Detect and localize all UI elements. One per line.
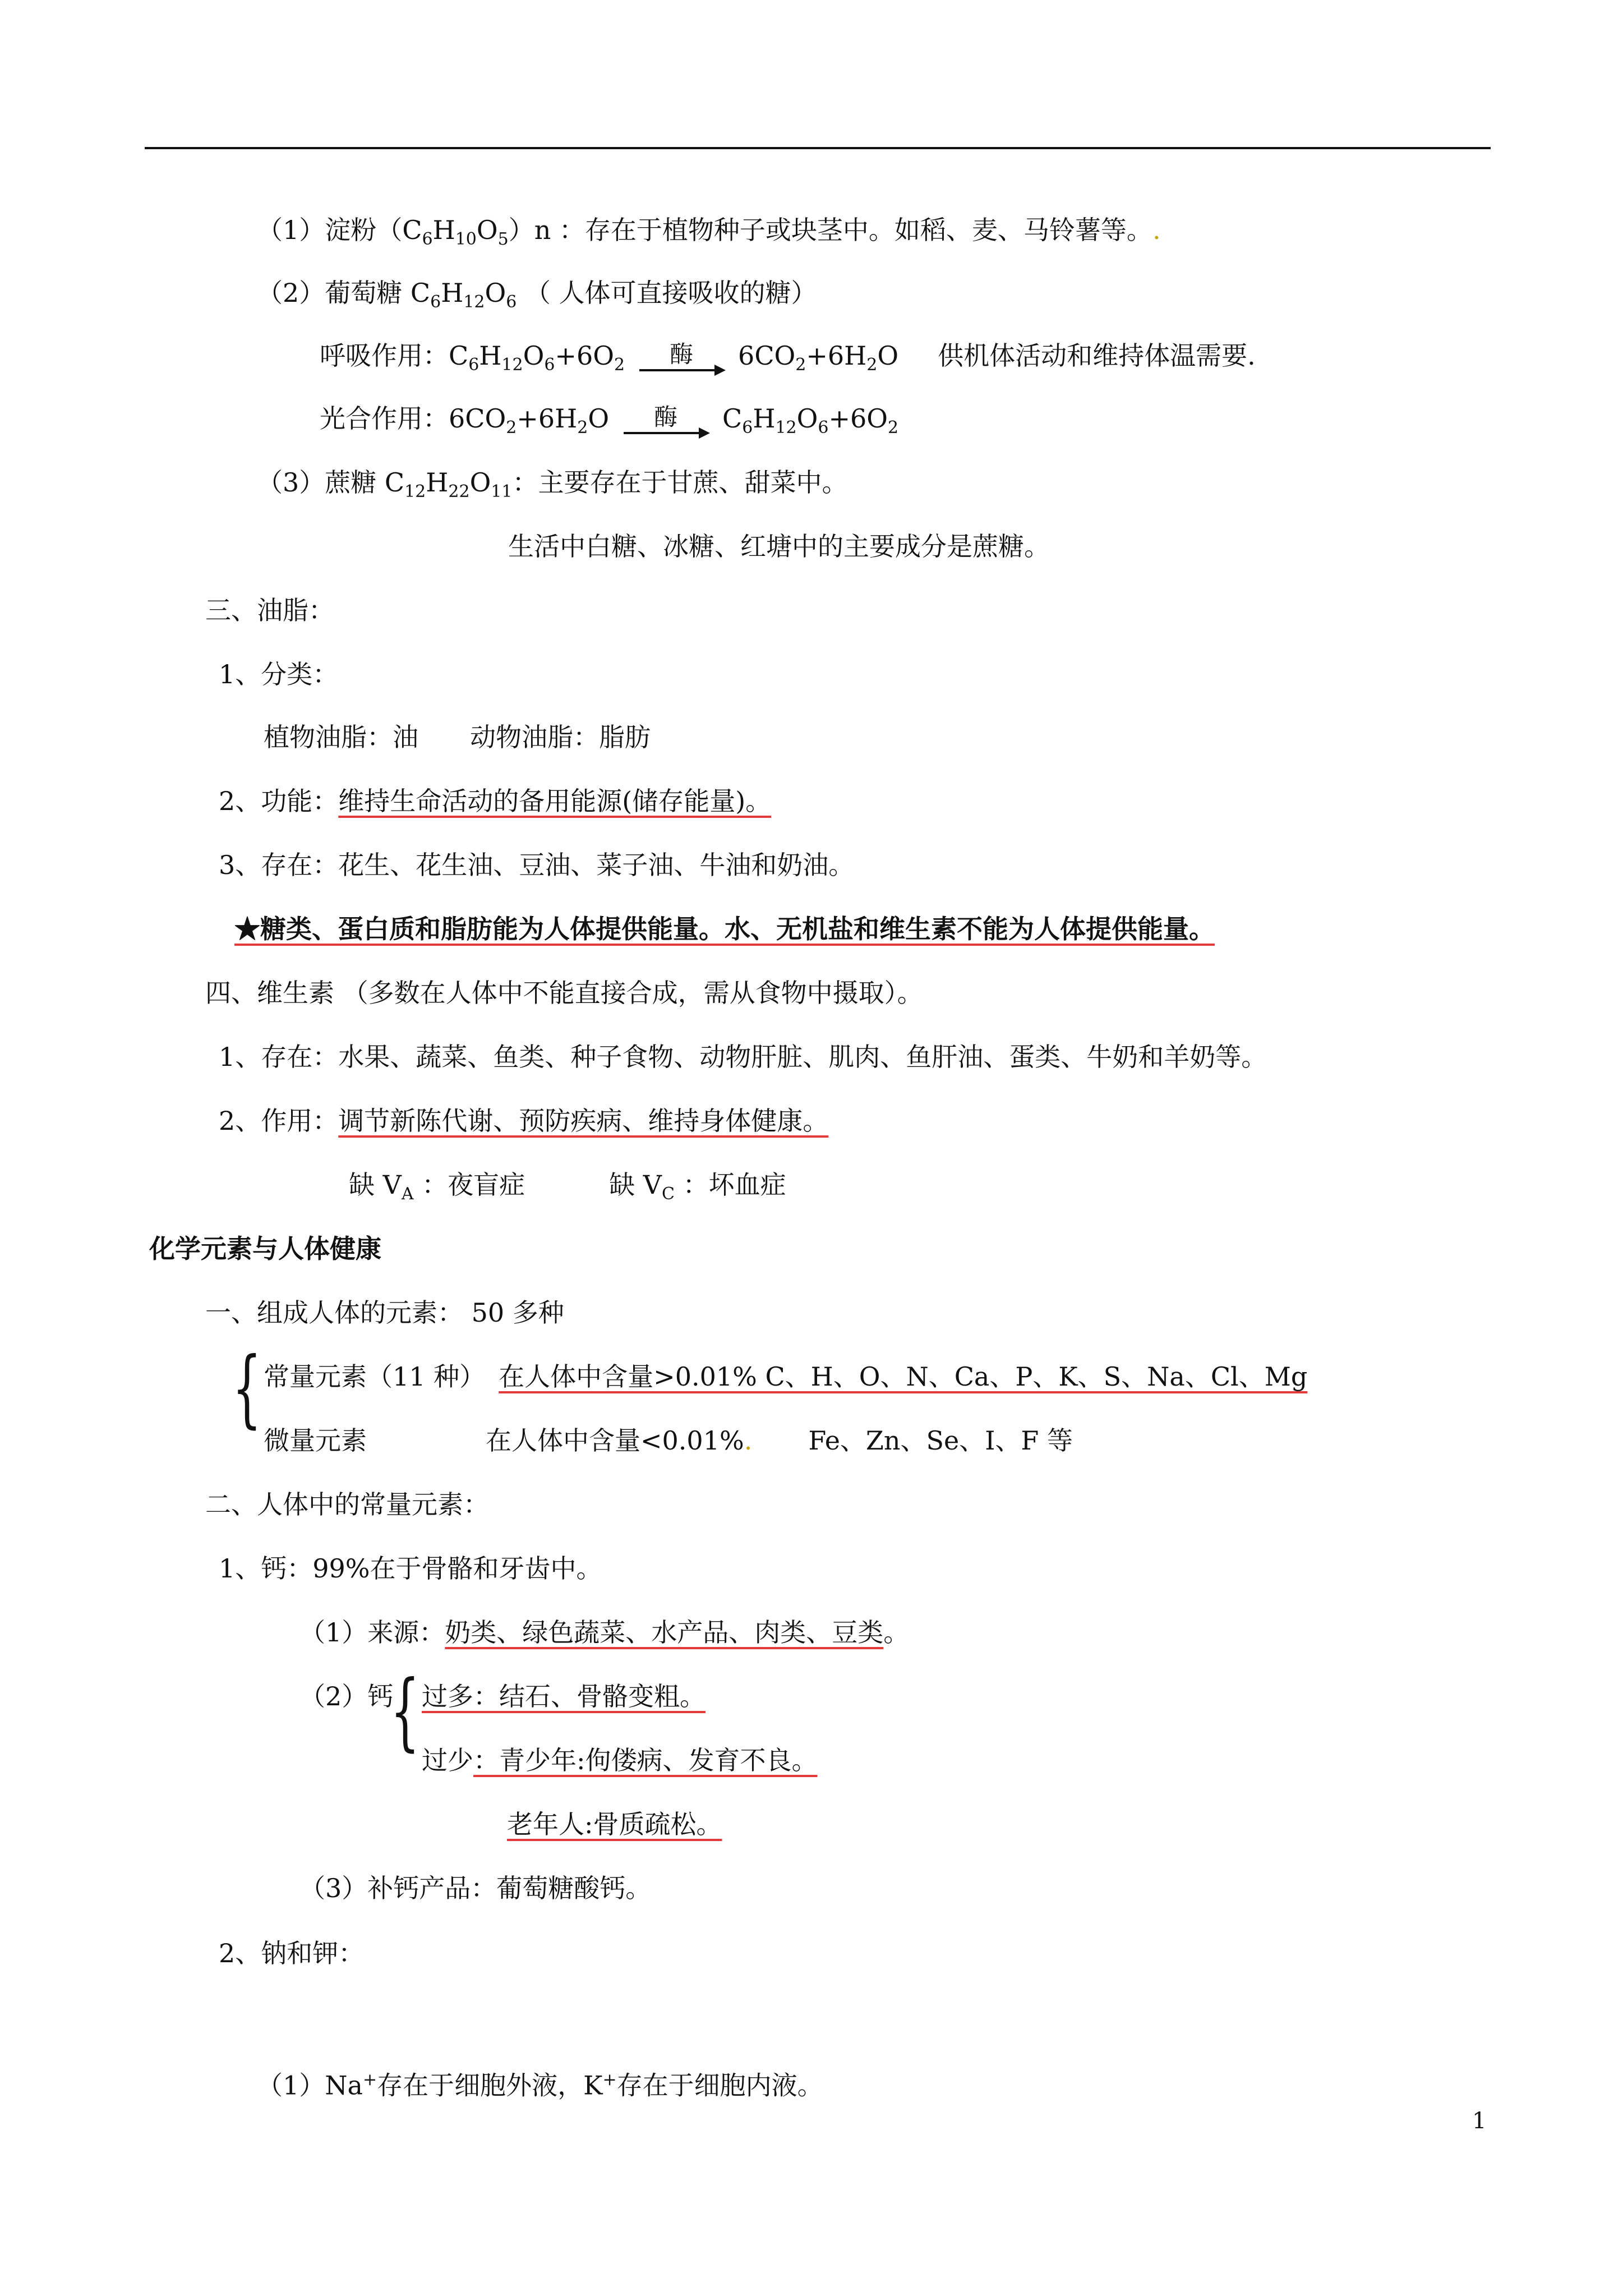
section-title: 化学元素与人体健康 [149,1234,381,1264]
sucrose-line: （3）蔗糖 $C_{12}H_{22}O_{11}$：主要存在于甘蔗、甜菜中。 [257,467,848,502]
calcium-brace: { [390,1663,420,1760]
vitamin-c-deficiency: 缺 $V_C$ ：坏血症 [609,1170,786,1204]
calcium-supplement: （3）补钙产品：葡萄糖酸钙。 [299,1873,652,1903]
reaction-arrow: 酶 [639,339,723,372]
calcium-source-text: 奶类、绿色蔬菜、水产品、肉类、豆类 [445,1617,884,1648]
calcium-excess: 过多：结石、骨骼变粗。 [422,1681,706,1711]
fats-heading: 三、油脂： [205,595,334,625]
major-elements-text: 在人体中含量>0.01% C、H、O、N、Ca、P、K、S、Na、Cl、Mg [499,1361,1308,1392]
major-elements-row: 常量元素（11 种） 在人体中含量>0.01% C、H、O、N、Ca、P、K、S、Na、Cl、Mg [264,1361,1308,1392]
calcium-line: 1、钙：99%在于骨骼和牙齿中。 [219,1553,602,1584]
elements-brace: { [232,1340,262,1437]
vitamins-exist: 1、存在：水果、蔬菜、鱼类、种子食物、动物肝脏、肌肉、鱼肝油、蛋类、牛奶和羊奶等。 [219,1042,1267,1072]
fats-function-text: 维持生命活动的备用能源(储存能量)。 [338,786,772,816]
glucose-line: （2）葡萄糖 $C_6H_{12}O_6$ （ 人体可直接吸收的糖） [257,278,817,312]
fats-exist: 3、存在：花生、花生油、豆油、菜子油、牛油和奶油。 [219,850,855,880]
vitamins-function-text: 调节新陈代谢、预防疾病、维持身体健康。 [338,1106,829,1136]
respiration-equation: 呼吸作用：$C_6H_{12}O_6+6O_2$ 酶 $6CO_2+6H_2O$ 供机体活动和维持体温需要. [320,339,1256,382]
animal-fat: 动物油脂：脂肪 [470,722,651,752]
plant-oil: 植物油脂：油 [264,722,418,752]
fats-classify: 1、分类： [219,659,339,689]
trace-elements-row: 微量元素 在人体中含量<0.01%. Fe、Zn、Se、I、F 等 [264,1425,1073,1456]
vitamin-deficiency [349,1168,786,1211]
vitamin-a-deficiency: 缺 $V_A$ ：夜盲症 [349,1170,525,1204]
vitamins-heading: 四、维生素 （多数在人体中不能直接合成，需从食物中摄取）。 [205,978,923,1008]
reaction-arrow: 酶 [624,402,708,435]
calcium-effects-label: （2）钙 [299,1681,394,1711]
page-number: 1 [1472,2108,1487,2134]
calcium-source: （1）来源：奶类、绿色蔬菜、水产品、肉类、豆类。 [299,1617,910,1648]
vitamins-function: 2、作用：调节新陈代谢、预防疾病、维持身体健康。 [219,1106,829,1136]
starch-line: （1）淀粉$(C_6H_{10}O_5)n$ ：存在于植物种子或块茎中。如稻、麦、马铃薯等。. [257,215,1161,250]
energy-note: ★糖类、蛋白质和脂肪能为人体提供能量。水、无机盐和维生素不能为人体提供能量。 [234,914,1215,944]
calcium-elderly: 老年人:骨质疏松。 [507,1809,722,1839]
major-heading: 二、人体中的常量元素： [205,1489,489,1520]
elements-heading: 一、组成人体的元素： 50 多种 [205,1297,564,1328]
photosynthesis-equation: 光合作用：$6CO_2+6H_2O$ 酶 $C_6H_{12}O_6+6O_2$ [320,402,898,445]
sodium-potassium-heading: 2、钠和钾： [219,1938,365,1968]
ions-line: （1）Na+存在于细胞外液，K+存在于细胞内液。 [257,2070,823,2101]
fats-types [264,720,651,754]
fats-function: 2、功能：维持生命活动的备用能源(储存能量)。 [219,786,772,816]
sucrose-note: 生活中白糖、冰糖、红塘中的主要成分是蔗糖。 [508,531,1050,562]
calcium-deficit: 过少：青少年:佝偻病、发育不良。 [422,1745,818,1775]
header-rule [145,147,1491,149]
